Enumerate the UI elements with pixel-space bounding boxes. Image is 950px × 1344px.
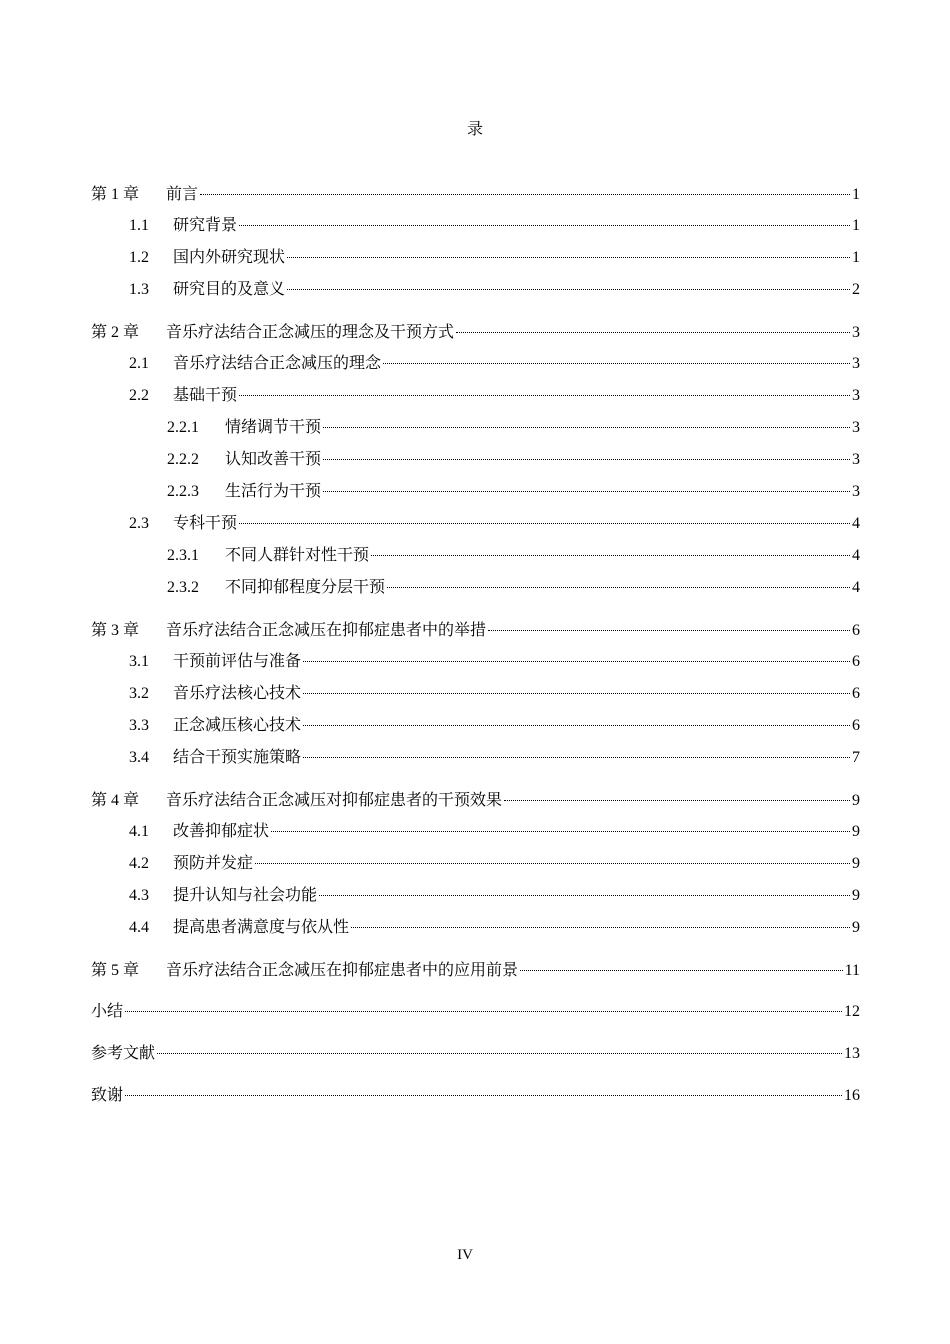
toc-entry-label: 认知改善干预 [225, 451, 322, 468]
toc-entry-label: 不同抑郁程度分层干预 [225, 579, 386, 596]
toc-entry-number: 2.3 [129, 515, 149, 532]
dot-leader [287, 289, 850, 290]
dot-leader [239, 395, 850, 396]
toc-entry[interactable] [91, 616, 860, 648]
dot-leader [271, 831, 850, 832]
toc-entry-label: 生活行为干预 [225, 483, 322, 500]
toc-list [91, 180, 860, 1114]
toc-entry-page: 9 [852, 792, 860, 809]
dot-leader [323, 491, 850, 492]
toc-entry-label: 音乐疗法结合正念减压在抑郁症患者中的应用前景 [166, 960, 519, 979]
dot-leader [371, 555, 850, 556]
dot-leader [303, 661, 850, 662]
toc-entry-label: 音乐疗法结合正念减压对抑郁症患者的干预效果 [166, 790, 503, 809]
toc-entry-page: 3 [852, 483, 860, 500]
toc-entry-number: 第 2 章 [91, 324, 140, 341]
toc-entry-page: 3 [852, 387, 860, 404]
toc-entry-label: 研究背景 [173, 217, 238, 234]
toc-entry-label: 研究目的及意义 [173, 281, 286, 298]
toc-entry-label: 前言 [166, 184, 199, 203]
toc-entry-number: 2.2.2 [167, 451, 199, 468]
dot-leader [504, 800, 850, 801]
toc-entry-label: 干预前评估与准备 [173, 653, 302, 670]
dot-leader [303, 757, 850, 758]
toc-entry[interactable] [91, 510, 860, 542]
dot-leader [323, 459, 850, 460]
toc-entry-number: 2.2.1 [167, 419, 199, 436]
dot-leader [351, 927, 850, 928]
toc-entry[interactable] [91, 1082, 860, 1114]
toc-entry-page: 9 [852, 887, 860, 904]
dot-leader [239, 523, 850, 524]
toc-entry-page: 3 [852, 451, 860, 468]
toc-entry-page: 13 [844, 1045, 860, 1062]
toc-entry-number: 2.3.1 [167, 547, 199, 564]
toc-entry-number: 2.1 [129, 355, 149, 372]
dot-leader [456, 332, 850, 333]
toc-entry-number: 1.3 [129, 281, 149, 298]
toc-entry-number: 1.2 [129, 249, 149, 266]
toc-entry[interactable] [91, 956, 860, 988]
toc-entry[interactable] [91, 212, 860, 244]
dot-leader [200, 194, 850, 195]
toc-entry[interactable] [91, 414, 860, 446]
toc-entry-number: 4.3 [129, 887, 149, 904]
toc-entry-label: 国内外研究现状 [173, 249, 286, 266]
toc-entry-number: 3.3 [129, 717, 149, 734]
toc-entry-label: 音乐疗法核心技术 [173, 685, 302, 702]
toc-entry-page: 11 [844, 962, 860, 979]
toc-title: 录 [466, 121, 483, 138]
toc-entry-label: 不同人群针对性干预 [225, 547, 370, 564]
dot-leader [323, 427, 850, 428]
toc-entry-label: 音乐疗法结合正念减压的理念及干预方式 [166, 322, 455, 341]
toc-entry-number: 4.4 [129, 919, 149, 936]
toc-entry-number: 第 5 章 [91, 962, 140, 979]
toc-entry-number: 2.3.2 [167, 579, 199, 596]
dot-leader [157, 1053, 842, 1054]
toc-entry[interactable] [91, 276, 860, 308]
toc-entry[interactable] [91, 350, 860, 382]
toc-entry-page: 4 [852, 515, 860, 532]
toc-entry-page: 1 [852, 217, 860, 234]
toc-entry-page: 9 [852, 823, 860, 840]
toc-entry[interactable] [91, 244, 860, 276]
page-number-footer: IV [457, 1247, 473, 1263]
toc-entry-number: 4.2 [129, 855, 149, 872]
toc-entry[interactable] [91, 1040, 860, 1072]
toc-entry-page: 4 [852, 547, 860, 564]
toc-entry-page: 6 [852, 717, 860, 734]
toc-entry-page: 7 [852, 749, 860, 766]
toc-entry-label: 音乐疗法结合正念减压在抑郁症患者中的举措 [166, 620, 487, 639]
toc-entry-number: 第 1 章 [91, 186, 140, 203]
toc-entry-number: 2.2 [129, 387, 149, 404]
toc-entry[interactable] [91, 882, 860, 914]
toc-entry-number: 第 3 章 [91, 622, 140, 639]
dot-leader [303, 725, 850, 726]
toc-entry-page: 1 [852, 249, 860, 266]
toc-entry-page: 3 [852, 355, 860, 372]
toc-entry-page: 6 [852, 653, 860, 670]
toc-entry-label: 预防并发症 [173, 855, 254, 872]
toc-entry-label: 小结 [91, 1003, 124, 1020]
toc-entry-page: 9 [852, 855, 860, 872]
dot-leader [520, 970, 843, 971]
dot-leader [387, 587, 850, 588]
toc-entry-number: 4.1 [129, 823, 149, 840]
dot-leader [383, 363, 850, 364]
toc-entry[interactable] [91, 998, 860, 1030]
toc-entry-page: 16 [844, 1087, 860, 1104]
dot-leader [488, 630, 850, 631]
toc-entry[interactable] [91, 818, 860, 850]
toc-entry-page: 12 [844, 1003, 860, 1020]
toc-entry[interactable] [91, 382, 860, 414]
toc-entry-label: 提高患者满意度与依从性 [173, 919, 350, 936]
toc-entry[interactable] [91, 318, 860, 350]
toc-entry-number: 1.1 [129, 217, 149, 234]
toc-entry-label: 基础干预 [173, 387, 238, 404]
dot-leader [239, 225, 850, 226]
toc-entry-number: 3.1 [129, 653, 149, 670]
toc-entry-label: 参考文献 [91, 1045, 156, 1062]
toc-entry-page: 3 [852, 419, 860, 436]
toc-entry-number: 第 4 章 [91, 792, 140, 809]
toc-entry[interactable] [91, 786, 860, 818]
toc-entry[interactable] [91, 744, 860, 776]
toc-entry[interactable] [91, 542, 860, 574]
toc-entry-label: 正念减压核心技术 [173, 717, 302, 734]
dot-leader [303, 693, 850, 694]
toc-entry[interactable] [91, 180, 860, 212]
toc-entry-page: 6 [852, 685, 860, 702]
toc-entry-label: 专科干预 [173, 515, 238, 532]
toc-entry-label: 致谢 [91, 1087, 124, 1104]
toc-entry-page: 3 [852, 324, 860, 341]
dot-leader [319, 895, 850, 896]
toc-entry[interactable] [91, 712, 860, 744]
toc-entry-label: 提升认知与社会功能 [173, 887, 318, 904]
toc-entry[interactable] [91, 478, 860, 510]
dot-leader [125, 1011, 842, 1012]
toc-entry-page: 6 [852, 622, 860, 639]
toc-entry-label: 情绪调节干预 [225, 419, 322, 436]
toc-entry-page: 4 [852, 579, 860, 596]
toc-entry-number: 2.2.3 [167, 483, 199, 500]
toc-entry-number: 3.4 [129, 749, 149, 766]
toc-entry-number: 3.2 [129, 685, 149, 702]
toc-entry-page: 2 [852, 281, 860, 298]
toc-entry[interactable] [91, 574, 860, 606]
dot-leader [287, 257, 850, 258]
toc-entry-label: 结合干预实施策略 [173, 749, 302, 766]
toc-entry[interactable] [91, 914, 860, 946]
toc-entry-page: 9 [852, 919, 860, 936]
toc-entry[interactable] [91, 446, 860, 478]
toc-entry-page: 1 [852, 186, 860, 203]
toc-entry[interactable] [91, 850, 860, 882]
toc-entry[interactable] [91, 680, 860, 712]
toc-entry[interactable] [91, 648, 860, 680]
dot-leader [125, 1095, 842, 1096]
dot-leader [255, 863, 850, 864]
toc-entry-label: 改善抑郁症状 [173, 823, 270, 840]
toc-entry-label: 音乐疗法结合正念减压的理念 [173, 355, 382, 372]
